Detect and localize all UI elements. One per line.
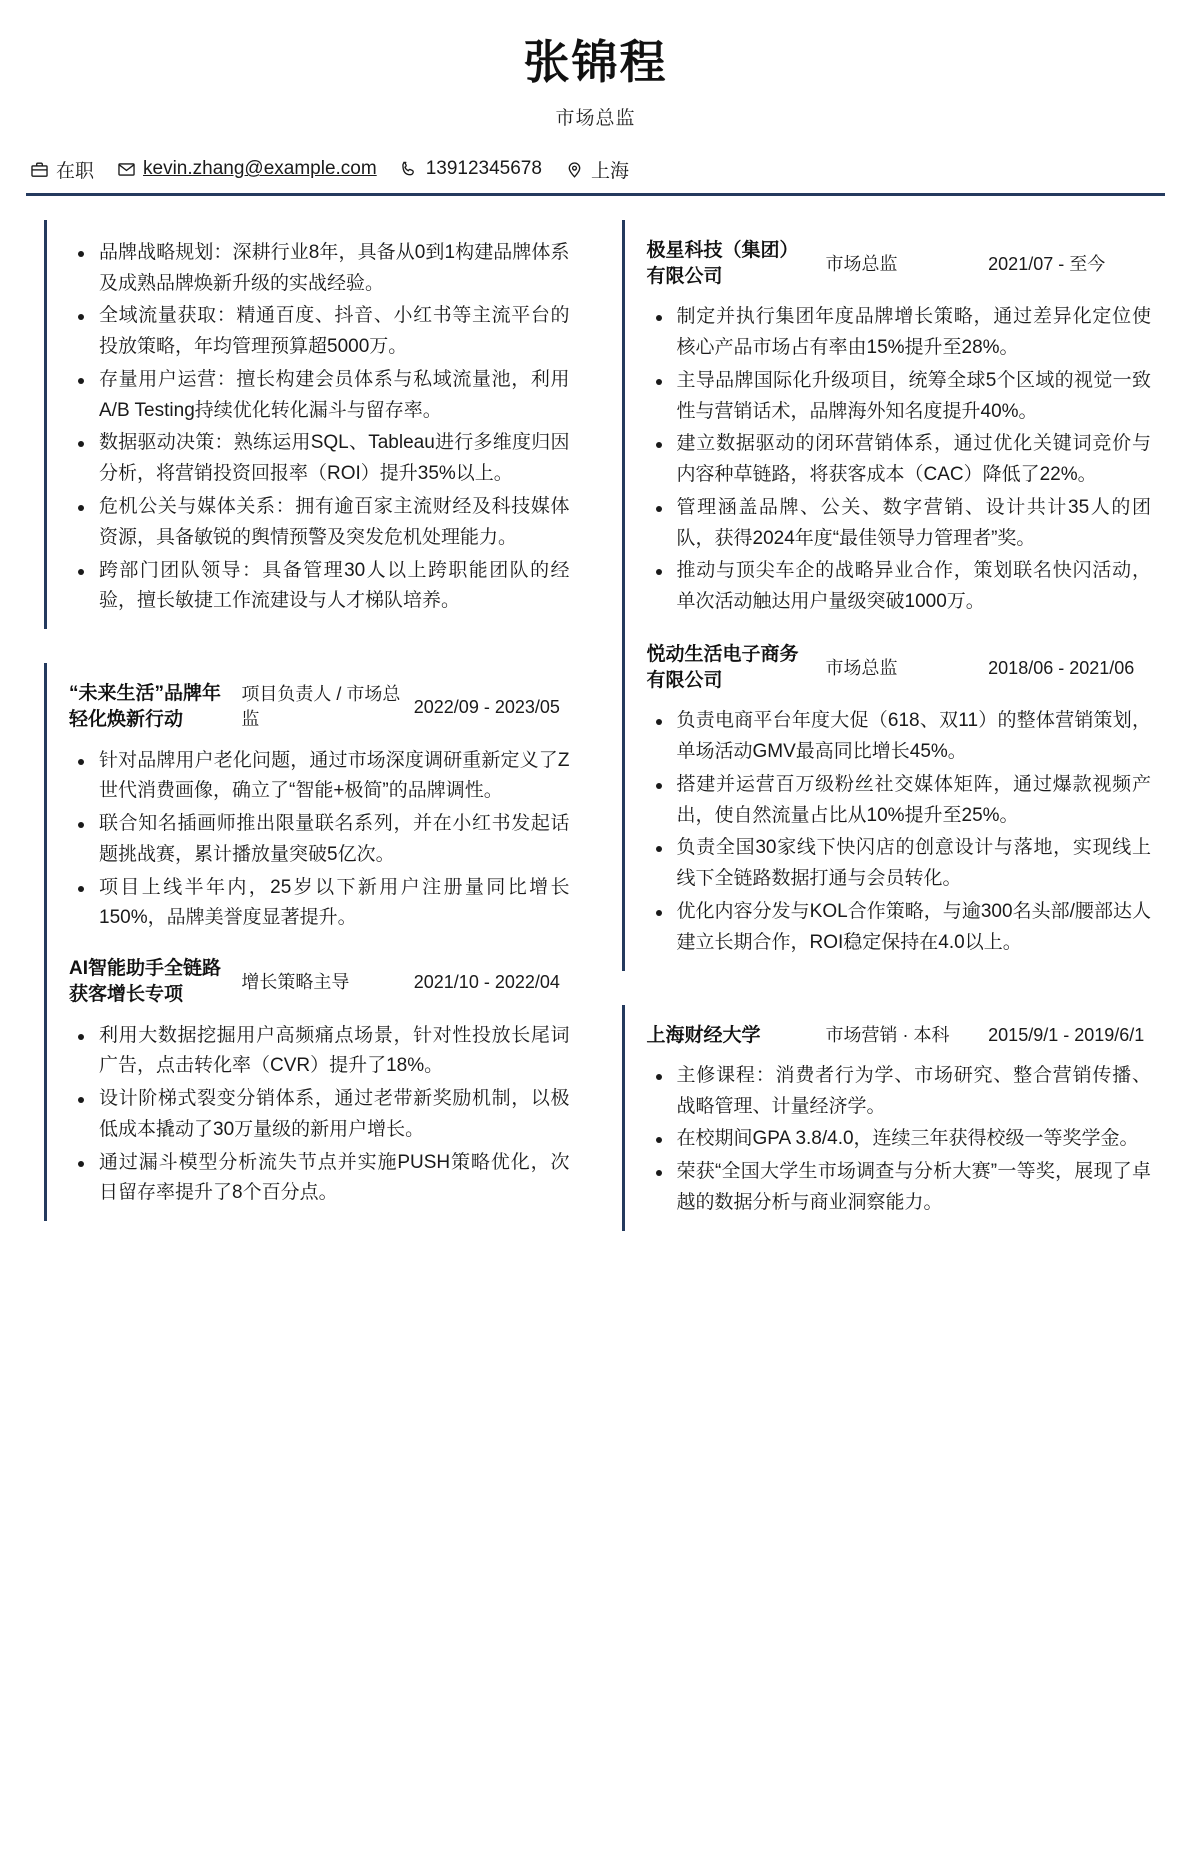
list-item: 管理涵盖品牌、公关、数字营销、设计共计35人的团队，获得2024年度“最佳领导力管理者”奖。 [647,493,1152,555]
project-role: 项目负责人 / 市场总监 [241,684,401,730]
list-item: 在校期间GPA 3.8/4.0，连续三年获得校级一等奖学金。 [647,1124,1152,1155]
contact-item-location [565,156,629,183]
contact-text-email[interactable]: kevin.zhang@example.com [143,158,377,180]
list-item: 品牌战略规划：深耕行业8年，具备从0到1构建品牌体系及成熟品牌焕新升级的实战经验。 [69,238,570,300]
skills-bullet-list [69,238,570,617]
project-date: 2021/10 - 2022/04 [413,971,560,992]
list-item: 通过漏斗模型分析流失节点并实施PUSH策略优化，次日留存率提升了8个百分点。 [69,1148,570,1210]
project-title: “未来生活”品牌年轻化焕新行动 [69,683,222,731]
list-item: 主导品牌国际化升级项目，统筹全球5个区域的视觉一致性与营销话术，品牌海外知名度提升40%。 [647,366,1152,428]
mail-icon [117,160,136,179]
project-bullet-list [69,746,570,935]
experience-entry-header [647,642,1152,694]
list-item: 项目上线半年内，25岁以下新用户注册量同比增长150%，品牌美誉度显著提升。 [69,873,570,935]
briefcase-icon [30,160,49,179]
experience-entry-header [647,238,1152,290]
contact-item-phone [400,158,542,180]
project-entry-header [69,681,570,733]
project-bullet-list [69,1021,570,1210]
experience-bullet-list [647,706,1152,958]
job-title: 市场总监 [825,657,898,678]
project-entry-header [69,956,570,1008]
experience-block [622,220,1152,971]
contact-text-location: 上海 [590,160,629,182]
contact-text-employment-status: 在职 [56,160,95,182]
resume-body [0,196,1191,1261]
list-item: 全域流量获取：精通百度、抖音、小红书等主流平台的投放策略，年均管理预算超5000万。 [69,301,570,363]
candidate-role: 市场总监 [555,107,636,129]
list-item: 利用大数据挖掘用户高频痛点场景，针对性投放长尾词广告，点击转化率（CVR）提升了18%。 [69,1021,570,1083]
job-date: 2021/07 - 至今 [988,253,1106,274]
education-block [622,1005,1152,1231]
contact-text-phone: 13912345678 [425,158,542,180]
projects-block [44,663,570,1221]
project-title: AI智能助手全链路获客增长专项 [69,958,222,1006]
list-item: 制定并执行集团年度品牌增长策略，通过差异化定位使核心产品市场占有率由15%提升至28%。 [647,302,1152,364]
list-item: 存量用户运营：擅长构建会员体系与私域流量池，利用A/B Testing持续优化转化漏斗与留存率。 [69,365,570,427]
list-item: 跨部门团队领导：具备管理30人以上跨职能团队的经验，擅长敏捷工作流建设与人才梯队培养。 [69,556,570,618]
list-item: 负责全国30家线下快闪店的创意设计与落地，实现线上线下全链路数据打通与会员转化。 [647,833,1152,895]
job-title: 市场总监 [825,253,898,274]
resume-header [0,0,1191,196]
list-item: 荣获“全国大学生市场调查与分析大赛”一等奖，展现了卓越的数据分析与商业洞察能力。 [647,1157,1152,1219]
project-role: 增长策略主导 [241,971,350,992]
phone-icon [400,160,419,179]
skills-block [44,220,570,629]
education-date: 2015/9/1 - 2019/6/1 [988,1025,1145,1046]
company-name: 悦动生活电子商务有限公司 [646,643,799,692]
candidate-name: 张锦程 [523,36,668,88]
list-item: 优化内容分发与KOL合作策略，与逾300名头部/腰部达人建立长期合作，ROI稳定保持在4.0以上。 [647,897,1152,959]
list-item: 推动与顶尖车企的战略异业合作，策划联名快闪活动，单次活动触达用户量级突破1000万。 [647,556,1152,618]
project-date: 2022/09 - 2023/05 [413,696,560,717]
degree-major: 市场营销 · 本科 [825,1025,950,1046]
list-item: 危机公关与媒体关系：拥有逾百家主流财经及科技媒体资源，具备敏锐的舆情预警及突发危机处理能力。 [69,492,570,554]
location-icon [565,160,584,179]
list-item: 数据驱动决策：熟练运用SQL、Tableau进行多维度归因分析，将营销投资回报率（ROI）提升35%以上。 [69,428,570,490]
left-column [26,220,596,1221]
list-item: 针对品牌用户老化问题，通过市场深度调研重新定义了Z世代消费画像，确立了“智能+极简”的品牌调性。 [69,746,570,808]
list-item: 设计阶梯式裂变分销体系，通过老带新奖励机制，以极低成本撬动了30万量级的新用户增长。 [69,1084,570,1146]
contact-item-employment-status [30,156,94,183]
education-entry-header [647,1023,1152,1049]
company-name: 极星科技（集团）有限公司 [646,239,799,288]
list-item: 搭建并运营百万级粉丝社交媒体矩阵，通过爆款视频产出，使自然流量占比从10%提升至25%。 [647,770,1152,832]
school-name: 上海财经大学 [646,1024,761,1046]
contact-item-email[interactable] [117,158,377,180]
experience-bullet-list [647,302,1152,618]
list-item: 联合知名插画师推出限量联名系列，并在小红书发起话题挑战赛，累计播放量突破5亿次。 [69,809,570,871]
education-bullet-list [647,1061,1152,1219]
contact-row [26,156,1165,183]
list-item: 负责电商平台年度大促（618、双11）的整体营销策划，单场活动GMV最高同比增长45%。 [647,706,1152,768]
right-column [596,220,1166,1231]
list-item: 建立数据驱动的闭环营销体系，通过优化关键词竞价与内容种草链路，将获客成本（CAC）降低了22%。 [647,429,1152,491]
job-date: 2018/06 - 2021/06 [988,657,1135,678]
list-item: 主修课程：消费者行为学、市场研究、整合营销传播、战略管理、计量经济学。 [647,1061,1152,1123]
